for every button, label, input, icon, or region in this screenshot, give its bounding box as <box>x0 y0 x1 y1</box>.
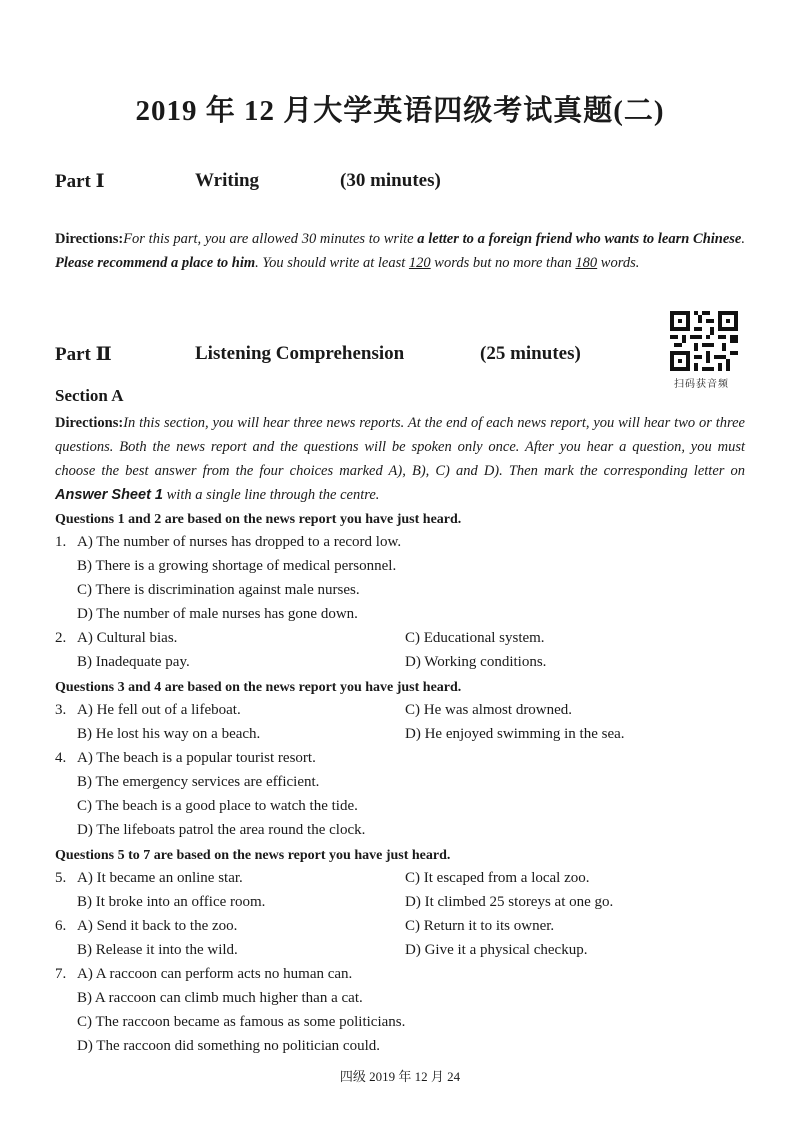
option-b: B) The emergency services are efficient. <box>77 774 320 790</box>
dir-bold-topic: a letter to a foreign friend who wants to learn Chinese <box>417 231 742 247</box>
question-6 <box>55 918 237 935</box>
option-d: D) The number of male nurses has gone down. <box>77 606 358 622</box>
qr-code-icon[interactable] <box>670 310 738 372</box>
option-a: A) Cultural bias. <box>77 630 178 646</box>
part1-time: (30 minutes) <box>340 170 441 191</box>
part2-name: Listening Comprehension <box>195 343 405 364</box>
option-c: C) He was almost drowned. <box>405 702 573 718</box>
part2-label: Part Ⅱ <box>55 344 112 365</box>
dir-text: words. <box>597 255 640 271</box>
option-c: C) The raccoon became as famous as some politicians. <box>77 1014 406 1030</box>
option-b: B) Release it into the wild. <box>77 942 238 958</box>
dir-text: In this section, you will hear three news reports. At the end of each news report, you will hear two or three questions. Both the news report and the questions will be spoken only once. After you hear a question, you must choose the best answer from the four choices marked A), B), C) and D). Then mark the corresponding letter on <box>55 415 745 479</box>
option-a: A) Send it back to the zoo. <box>77 918 238 934</box>
option-b: B) Inadequate pay. <box>77 654 190 670</box>
option-d: D) It climbed 25 storeys at one go. <box>405 894 614 910</box>
dir-text: with a single line through the centre. <box>163 487 380 503</box>
question-number: 6. <box>55 918 67 934</box>
part2-time: (25 minutes) <box>480 343 581 364</box>
option-b: B) There is a growing shortage of medical personnel. <box>77 558 397 574</box>
dir-text: . <box>741 231 745 247</box>
answer-sheet-label: Answer Sheet 1 <box>55 487 163 503</box>
dir-text: For this part, you are allowed 30 minutes to write <box>123 231 418 247</box>
option-d: D) He enjoyed swimming in the sea. <box>405 726 625 742</box>
question-number: 1. <box>55 534 67 550</box>
option-a: A) The number of nurses has dropped to a record low. <box>77 534 402 550</box>
option-a: A) A raccoon can perform acts no human can. <box>77 966 353 982</box>
question-group-heading: Questions 5 to 7 are based on the news report you have just heard. <box>55 848 451 863</box>
question-group-heading: Questions 1 and 2 are based on the news report you have just heard. <box>55 512 462 527</box>
dir-text: words but no more than <box>430 255 576 271</box>
part1-label: Part Ⅰ <box>55 171 105 192</box>
max-words: 180 <box>575 255 598 271</box>
part1-directions <box>55 227 745 275</box>
option-c: C) The beach is a good place to watch the tide. <box>77 798 358 814</box>
option-c: C) Return it to its owner. <box>405 918 555 934</box>
option-d: D) Working conditions. <box>405 654 547 670</box>
option-c: C) It escaped from a local zoo. <box>405 870 590 886</box>
directions-label: Directions: <box>55 231 124 247</box>
question-number: 7. <box>55 966 67 982</box>
question-7 <box>55 966 352 983</box>
dir-text: . You should write at least <box>255 255 409 271</box>
option-a: A) The beach is a popular tourist resort. <box>77 750 316 766</box>
question-3 <box>55 702 241 719</box>
question-2 <box>55 630 177 647</box>
question-4 <box>55 750 316 767</box>
question-group-heading: Questions 3 and 4 are based on the news report you have just heard. <box>55 680 462 695</box>
option-b: B) He lost his way on a beach. <box>77 726 261 742</box>
part1-name: Writing <box>195 170 260 191</box>
page-footer: 四级 2019 年 12 月 24 <box>339 1069 461 1084</box>
page-title: 2019 年 12 月大学英语四级考试真题(二) <box>135 95 665 127</box>
section-a-heading: Section A <box>55 386 124 405</box>
directions-label: Directions: <box>55 415 124 431</box>
dir-bold-task: Please recommend a place to him <box>55 255 256 271</box>
question-number: 3. <box>55 702 67 718</box>
question-5 <box>55 870 243 887</box>
part2-directions <box>55 411 745 507</box>
option-c: C) Educational system. <box>405 630 545 646</box>
option-c: C) There is discrimination against male nurses. <box>77 582 360 598</box>
option-d: D) The raccoon did something no politician could. <box>77 1038 380 1054</box>
option-a: A) It became an online star. <box>77 870 243 886</box>
question-number: 4. <box>55 750 67 766</box>
option-d: D) The lifeboats patrol the area round the clock. <box>77 822 366 838</box>
question-number: 5. <box>55 870 67 886</box>
question-1 <box>55 534 401 551</box>
qr-caption: 扫码获音频 <box>674 379 729 390</box>
option-b: B) A raccoon can climb much higher than a cat. <box>77 990 363 1006</box>
question-number: 2. <box>55 630 67 646</box>
option-a: A) He fell out of a lifeboat. <box>77 702 241 718</box>
option-b: B) It broke into an office room. <box>77 894 266 910</box>
option-d: D) Give it a physical checkup. <box>405 942 588 958</box>
min-words: 120 <box>408 255 431 271</box>
